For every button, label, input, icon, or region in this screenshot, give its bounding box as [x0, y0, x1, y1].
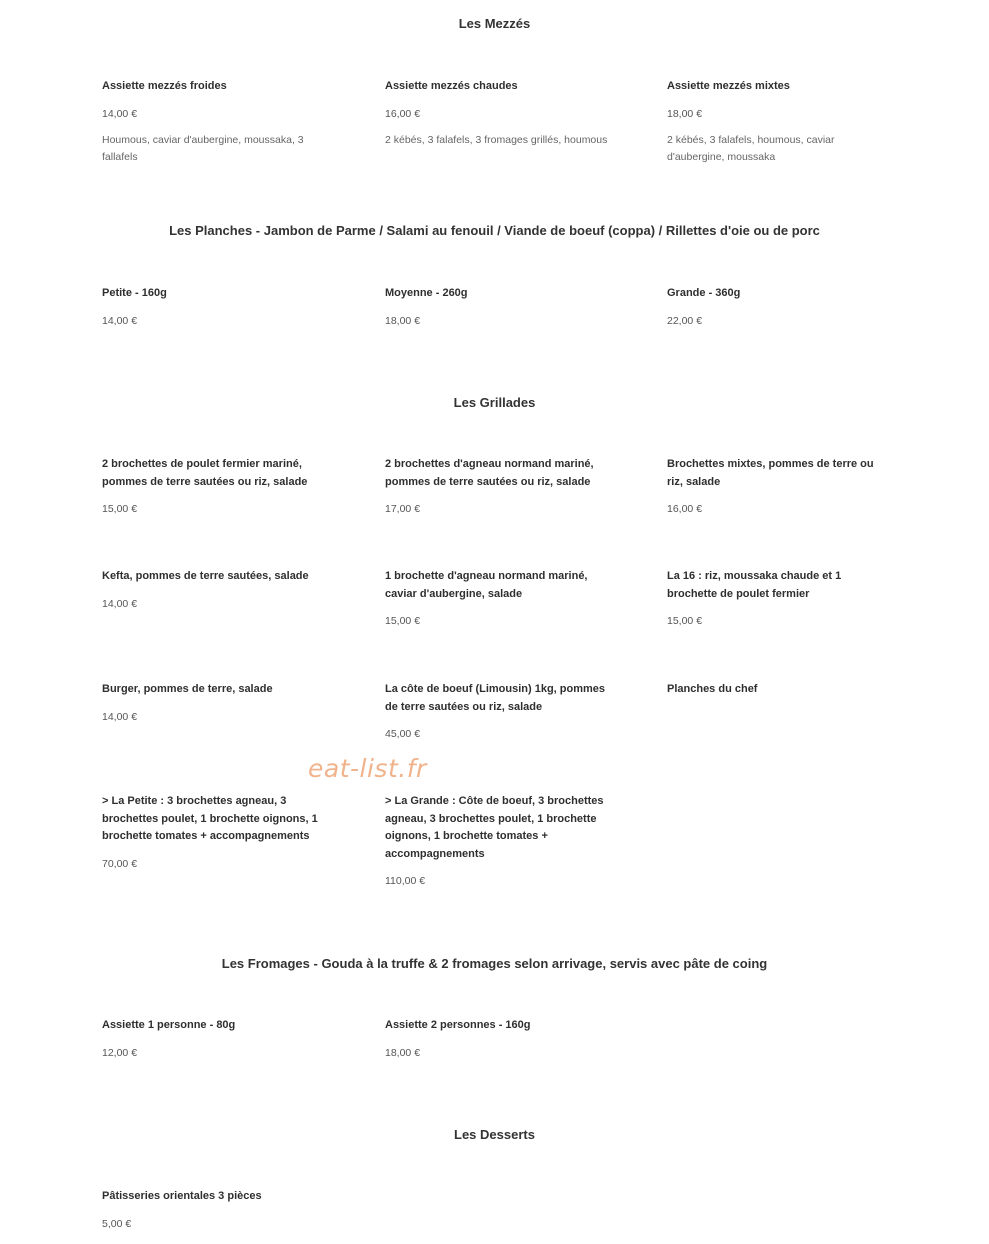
- section-title-grillades: Les Grillades: [453, 395, 536, 410]
- item-name: 1 brochette d'agneau normand mariné, caviar d'aubergine, salade: [385, 570, 588, 600]
- item-price: 45,00 €: [385, 728, 421, 740]
- item-description: Houmous, caviar d'aubergine, moussaka, 3 fallafels: [102, 133, 304, 163]
- menu-item: [385, 568, 610, 628]
- item-name: Moyenne - 260g: [385, 287, 468, 299]
- item-name: Assiette mezzés chaudes: [385, 80, 518, 92]
- menu-item: [667, 285, 907, 328]
- menu-item: [102, 1188, 342, 1231]
- item-name: 2 brochettes de poulet fermier mariné, pommes de terre sautées ou riz, salade: [102, 458, 308, 488]
- section-title-desserts: Les Desserts: [454, 1127, 535, 1142]
- menu-item: [102, 1017, 342, 1060]
- section-title-mezzes: Les Mezzés: [458, 16, 531, 31]
- menu-item: [385, 456, 620, 516]
- item-price: 18,00 €: [667, 107, 703, 120]
- watermark: eat-list.fr: [308, 754, 427, 783]
- item-price: 15,00 €: [667, 615, 703, 627]
- item-price: 70,00 €: [102, 857, 138, 870]
- menu-item: [667, 681, 877, 699]
- item-price: 14,00 €: [102, 314, 138, 327]
- menu-item: [102, 568, 342, 611]
- item-name: Grande - 360g: [667, 287, 741, 299]
- item-name: La 16 : riz, moussaka chaude et 1 brochette de poulet fermier: [667, 570, 842, 600]
- menu-item: [102, 456, 337, 516]
- item-name: 2 brochettes d'agneau normand mariné, pommes de terre sautées ou riz, salade: [385, 458, 594, 488]
- item-price: 110,00 €: [385, 875, 426, 887]
- item-name: Pâtisseries orientales 3 pièces: [102, 1190, 262, 1202]
- menu-item: [102, 793, 337, 871]
- item-name: Assiette mezzés mixtes: [667, 80, 790, 92]
- item-name: Brochettes mixtes, pommes de terre ou riz, salade: [667, 458, 874, 488]
- item-name: Kefta, pommes de terre sautées, salade: [102, 570, 309, 582]
- item-price: 12,00 €: [102, 1046, 138, 1059]
- item-price: 16,00 €: [667, 503, 703, 515]
- item-price: 17,00 €: [385, 503, 421, 515]
- menu-item: [385, 78, 610, 149]
- section-title-planches: Les Planches - Jambon de Parme / Salami au fenouil / Viande de boeuf (coppa) / Rillettes d'oie ou de porc: [169, 223, 820, 238]
- menu-item: [385, 1017, 625, 1060]
- menu-item: [385, 793, 615, 888]
- menu-item: [385, 285, 625, 328]
- item-price: 5,00 €: [102, 1217, 132, 1230]
- item-name: > La Grande : Côte de boeuf, 3 brochettes agneau, 3 brochettes poulet, 1 brochette oignons, 1 brochette tomates + accompagnements: [385, 795, 604, 860]
- item-name: Burger, pommes de terre, salade: [102, 683, 273, 695]
- menu-item: [102, 681, 342, 724]
- item-description: 2 kébés, 3 falafels, 3 fromages grillés, houmous: [385, 133, 608, 146]
- item-name: Assiette mezzés froides: [102, 80, 227, 92]
- item-price: 14,00 €: [102, 597, 138, 610]
- item-price: 14,00 €: [102, 710, 138, 723]
- item-price: 14,00 €: [102, 107, 138, 120]
- item-name: Planches du chef: [667, 683, 758, 695]
- item-price: 15,00 €: [385, 615, 421, 627]
- item-description: 2 kébés, 3 falafels, houmous, caviar d'aubergine, moussaka: [667, 133, 835, 163]
- item-name: > La Petite : 3 brochettes agneau, 3 brochettes poulet, 1 brochette oignons, 1 brochette tomates + accompagnements: [102, 795, 318, 842]
- item-price: 16,00 €: [385, 107, 421, 120]
- menu-item: [667, 78, 877, 167]
- menu-item: [667, 568, 862, 628]
- menu-item: [102, 78, 342, 167]
- item-name: Petite - 160g: [102, 287, 167, 299]
- item-name: La côte de boeuf (Limousin) 1kg, pommes de terre sautées ou riz, salade: [385, 683, 606, 713]
- menu-item: [667, 456, 892, 516]
- item-name: Assiette 2 personnes - 160g: [385, 1019, 531, 1031]
- item-name: Assiette 1 personne - 80g: [102, 1019, 236, 1031]
- item-price: 22,00 €: [667, 314, 703, 327]
- menu-item: [102, 285, 342, 328]
- menu-item: [385, 681, 610, 741]
- section-title-fromages: Les Fromages - Gouda à la truffe & 2 fromages selon arrivage, servis avec pâte de coing: [221, 956, 768, 971]
- item-price: 15,00 €: [102, 503, 138, 515]
- item-price: 18,00 €: [385, 314, 421, 327]
- item-price: 18,00 €: [385, 1046, 421, 1059]
